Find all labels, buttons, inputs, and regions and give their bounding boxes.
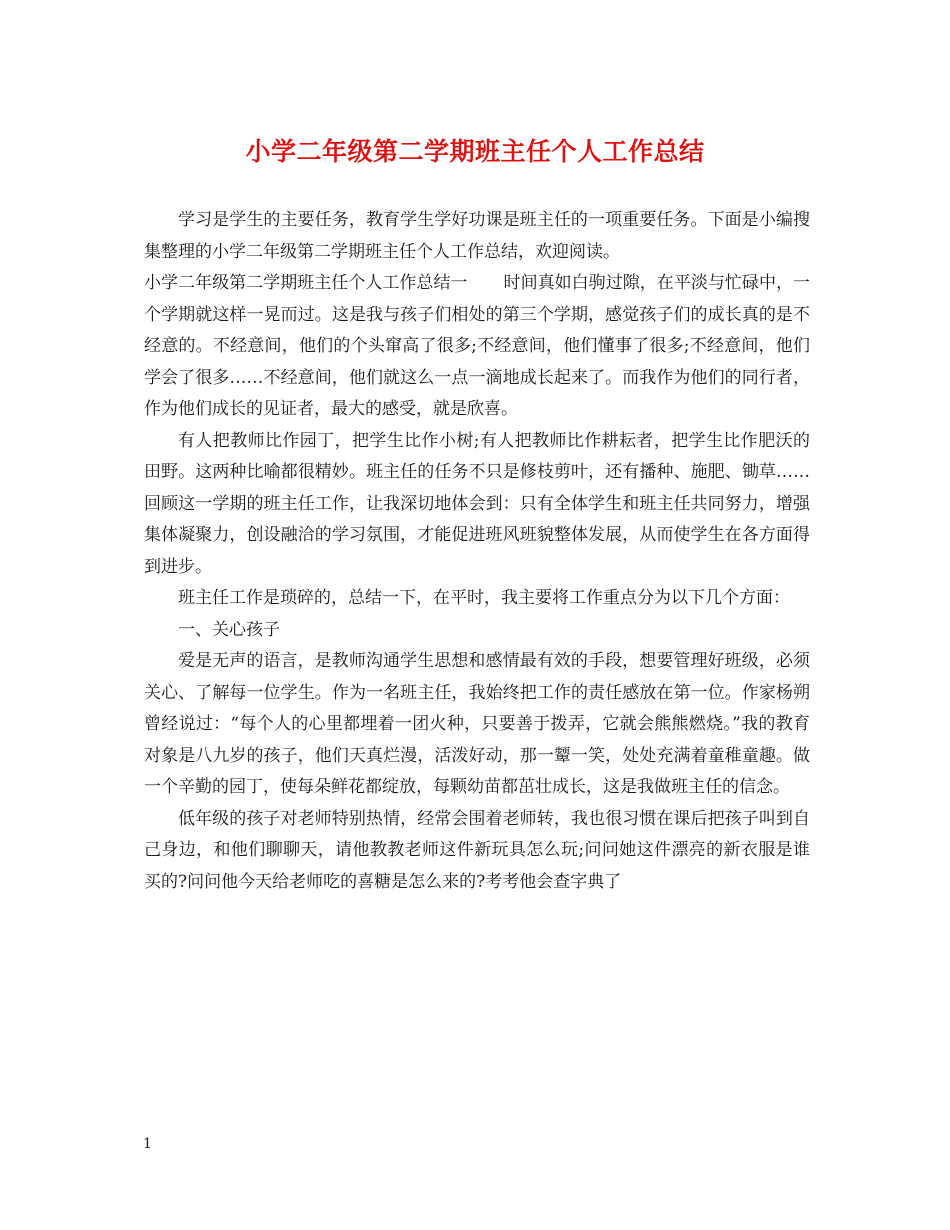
section-heading-care: 一、关心孩子 <box>178 619 280 640</box>
focus-paragraph: 班主任工作是琐碎的，总结一下，在平时，我主要将工作重点分为以下几个方面： <box>178 588 790 608</box>
lower-grade-paragraph: 低年级的孩子对老师特别热情，经常会围着老师转，我也很习惯在课后把孩子叫到自己身边，和他们聊聊天，请他教教老师这件新玩具怎么玩;问问她这件漂亮的新衣服是谁买的?问问他今天给老师吃的喜糖是怎么来的?考考他会查字典了 <box>144 808 810 892</box>
document-title: 小学二年级第二学期班主任个人工作总结 <box>245 137 705 166</box>
love-paragraph: 爱是无声的语言，是教师沟通学生思想和感情最有效的手段，想要管理好班级，必须关心、了解每一位学生。作为一名班主任，我始终把工作的责任感放在第一位。作家杨朔曾经说过：“每个人的心里都埋着一团火种，只要善于拨弄，它就会熊熊燃烧。”我的教育对象是八九岁的孩子，他们天真烂漫，活泼好动，那一颦一笑，处处充满着童稚童趣。做一个辛勤的园丁，使每朵鲜花都绽放，每颗幼苗都茁壮成长，这是我做班主任的信念。 <box>144 651 810 797</box>
summary-one-paragraph <box>144 268 810 426</box>
intro-paragraph: 学习是学生的主要任务，教育学生学好功课是班主任的一项重要任务。下面是小编搜集整理的小学二年级第二学期班主任个人工作总结，欢迎阅读。 <box>144 210 810 262</box>
summary-one-heading: 小学二年级第二学期班主任个人工作总结一 <box>144 273 468 293</box>
page-number: 1 <box>143 1136 152 1152</box>
document-body <box>144 205 810 898</box>
summary-one-text: 时间真如白驹过隙，在平淡与忙碌中，一个学期就这样一晃而过。这是我与孩子们相处的第三个学期，感觉孩子们的成长真的是不经意的。不经意间，他们的个头窜高了很多;不经意间，他们懂事了很多;不经意间，他们学会了很多……不经意间，他们就这么一点一滴地成长起来了。而我作为他们的同行者，作为他们成长的见证者，最大的感受，就是欣喜。 <box>144 273 811 419</box>
metaphor-paragraph: 有人把教师比作园丁，把学生比作小树;有人把教师比作耕耘者，把学生比作肥沃的田野。这两种比喻都很精妙。班主任的任务不只是修枝剪叶，还有播种、施肥、锄草……回顾这一学期的班主任工作，让我深切地体会到：只有全体学生和班主任共同努力，增强集体凝聚力，创设融洽的学习氛围，才能促进班风班貌整体发展，从而使学生在各方面得到进步。 <box>144 430 810 577</box>
